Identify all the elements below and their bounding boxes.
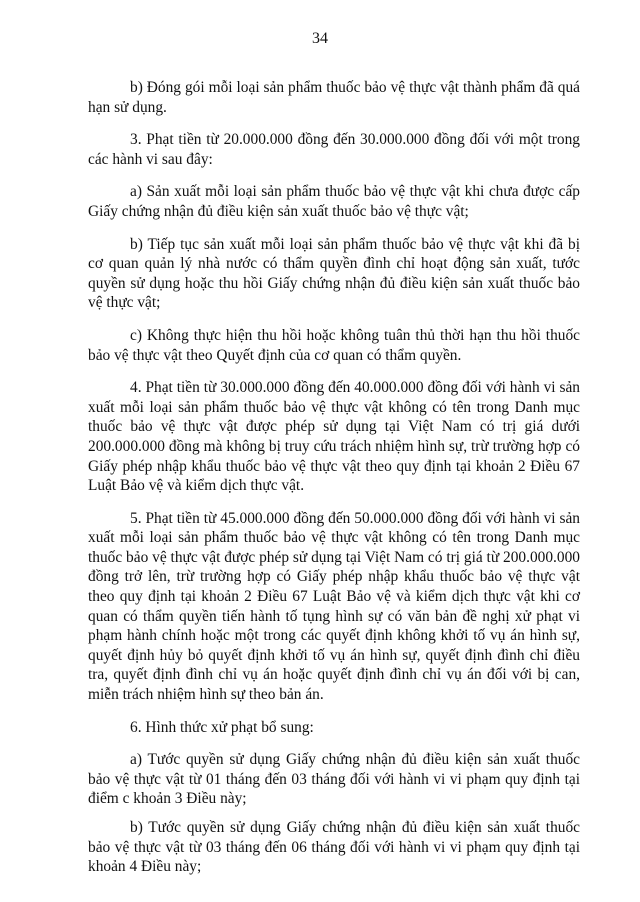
paragraph: b) Tiếp tục sản xuất mỗi loại sản phẩm thuốc bảo vệ thực vật khi đã bị cơ quan quản lý nhà nước có thẩm quyền đình chỉ hoạt động sản xuất, tước quyền sử dụng hoặc thu hồi Giấy chứng nhận đủ điều kiện sản xuất thuốc bảo vệ thực vật; xyxy=(88,235,580,312)
paragraph: 4. Phạt tiền từ 30.000.000 đồng đến 40.000.000 đồng đối với hành vi sản xuất mỗi loại sản phẩm thuốc bảo vệ thực vật không có tên trong Danh mục thuốc bảo vệ thực vật được phép sử dụng tại Việt Nam có trị giá dưới 200.000.000 đồng mà không bị truy cứu trách nhiệm hình sự, trừ trường hợp có Giấy phép nhập khẩu thuốc bảo vệ thực vật theo quy định tại khoản 2 Điều 67 Luật Bảo vệ và kiểm dịch thực vật. xyxy=(88,379,580,495)
document-body xyxy=(88,78,580,890)
paragraph: b) Tước quyền sử dụng Giấy chứng nhận đủ điều kiện sản xuất thuốc bảo vệ thực vật từ 03 tháng đến 06 tháng đối với hành vi vi phạm quy định tại khoản 4 Điều này; xyxy=(88,819,580,876)
paragraph: a) Tước quyền sử dụng Giấy chứng nhận đủ điều kiện sản xuất thuốc bảo vệ thực vật từ 01 tháng đến 03 tháng đối với hành vi vi phạm quy định tại điểm c khoản 3 Điều này; xyxy=(88,751,580,808)
paragraph: 5. Phạt tiền từ 45.000.000 đồng đến 50.000.000 đồng đối với hành vi sản xuất mỗi loại sản phẩm thuốc bảo vệ thực vật không có tên trong Danh mục thuốc bảo vệ thực vật được phép sử dụng tại Việt Nam có trị giá từ 200.000.000 đồng trở lên, trừ trường hợp có Giấy phép nhập khẩu thuốc bảo vệ thực vật theo quy định tại khoản 2 Điều 67 Luật Bảo vệ và kiểm dịch thực vật khi cơ quan có thẩm quyền tiến hành tố tụng hình sự có văn bản đề nghị xử phạt vi phạm hành chính hoặc một trong các quyết định không khởi tố vụ án hình sự, quyết định hủy bỏ quyết định khởi tố vụ án hình sự, quyết định đình chỉ điều tra, quyết định đình chỉ vụ án hoặc quyết định đình chỉ vụ án đối với bị can, miễn trách nhiệm hình sự theo bản án. xyxy=(88,509,580,704)
paragraph: 3. Phạt tiền từ 20.000.000 đồng đến 30.000.000 đồng đối với một trong các hành vi sau đây: xyxy=(88,131,580,168)
paragraph: a) Sản xuất mỗi loại sản phẩm thuốc bảo vệ thực vật khi chưa được cấp Giấy chứng nhận đủ điều kiện sản xuất thuốc bảo vệ thực vật; xyxy=(88,183,580,220)
paragraph: 6. Hình thức xử phạt bổ sung: xyxy=(130,718,314,736)
paragraph: c) Không thực hiện thu hồi hoặc không tuân thủ thời hạn thu hồi thuốc bảo vệ thực vật theo Quyết định của cơ quan có thẩm quyền. xyxy=(88,326,580,364)
paragraph: b) Đóng gói mỗi loại sản phẩm thuốc bảo vệ thực vật thành phẩm đã quá hạn sử dụng. xyxy=(88,79,580,116)
page-number: 34 xyxy=(312,30,328,47)
